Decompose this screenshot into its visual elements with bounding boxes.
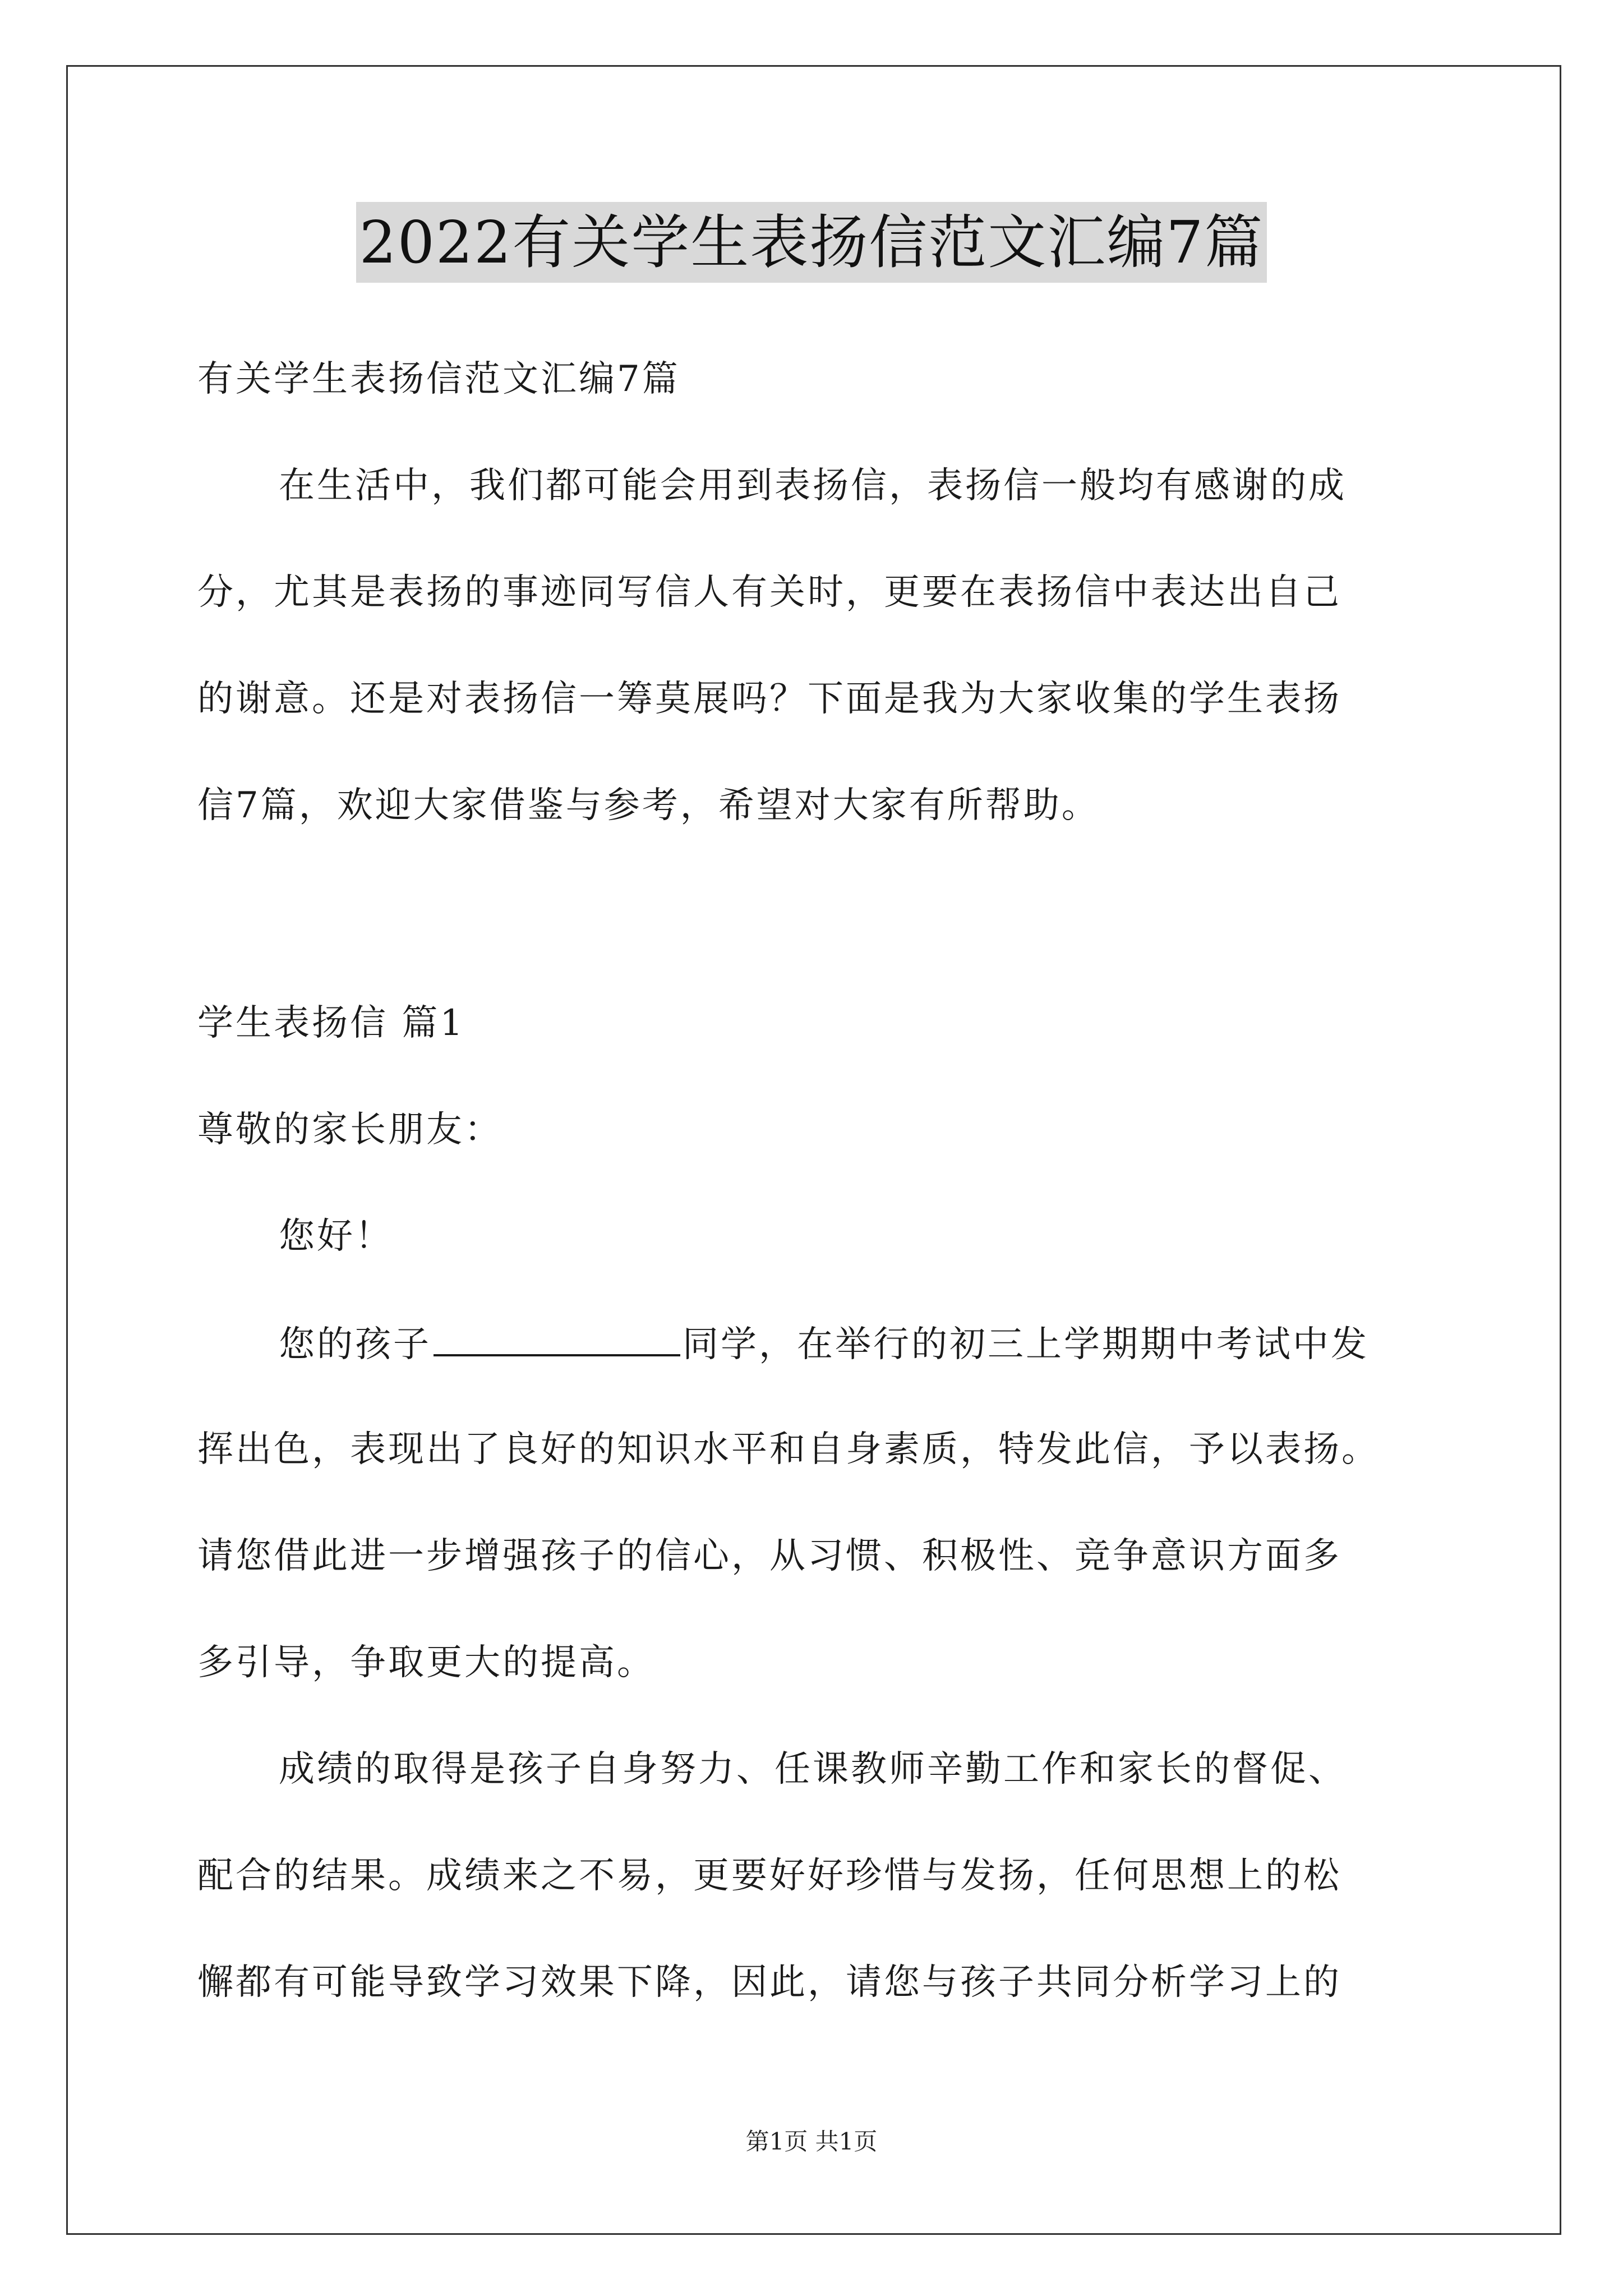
para1-line-1	[279, 1320, 1369, 1367]
title-area	[0, 202, 1623, 283]
document-title: 2022有关学生表扬信范文汇编7篇	[356, 202, 1267, 283]
section-heading: 学生表扬信 篇1	[197, 1002, 465, 1044]
para2-line-1: 成绩的取得是孩子自身努力、任课教师辛勤工作和家长的督促、	[279, 1749, 1347, 1790]
para1-line-4: 多引导，争取更大的提高。	[197, 1642, 655, 1683]
para1-line-3: 请您借此进一步增强孩子的信心，从习惯、积极性、竞争意识方面多	[197, 1535, 1341, 1577]
intro-line-1: 在生活中，我们都可能会用到表扬信，表扬信一般均有感谢的成	[279, 465, 1347, 507]
page-footer: 第1页 共1页	[745, 2128, 878, 2155]
para1-before-blank: 您的孩子	[279, 1324, 431, 1365]
intro-line-4: 信7篇，欢迎大家借鉴与参考，希望对大家有所帮助。	[197, 785, 1100, 826]
para2-line-3: 懈都有可能导致学习效果下降，因此，请您与孩子共同分析学习上的	[197, 1962, 1341, 2003]
para1-line-2: 挥出色，表现出了良好的知识水平和自身素质，特发此信，予以表扬。	[197, 1429, 1380, 1470]
name-blank-underline	[434, 1320, 680, 1356]
document-subtitle: 有关学生表扬信范文汇编7篇	[197, 358, 680, 400]
para2-line-2: 配合的结果。成绩来之不易，更要好好珍惜与发扬，任何思想上的松	[197, 1855, 1341, 1897]
para1-after-blank: 同学，在举行的初三上学期期中考试中发	[683, 1324, 1369, 1365]
intro-line-3: 的谢意。还是对表扬信一筹莫展吗？下面是我为大家收集的学生表扬	[197, 678, 1341, 720]
salutation: 尊敬的家长朋友：	[197, 1109, 502, 1151]
intro-line-2: 分，尤其是表扬的事迹同写信人有关时，更要在表扬信中表达出自己	[197, 572, 1341, 613]
greeting: 您好！	[279, 1216, 393, 1257]
